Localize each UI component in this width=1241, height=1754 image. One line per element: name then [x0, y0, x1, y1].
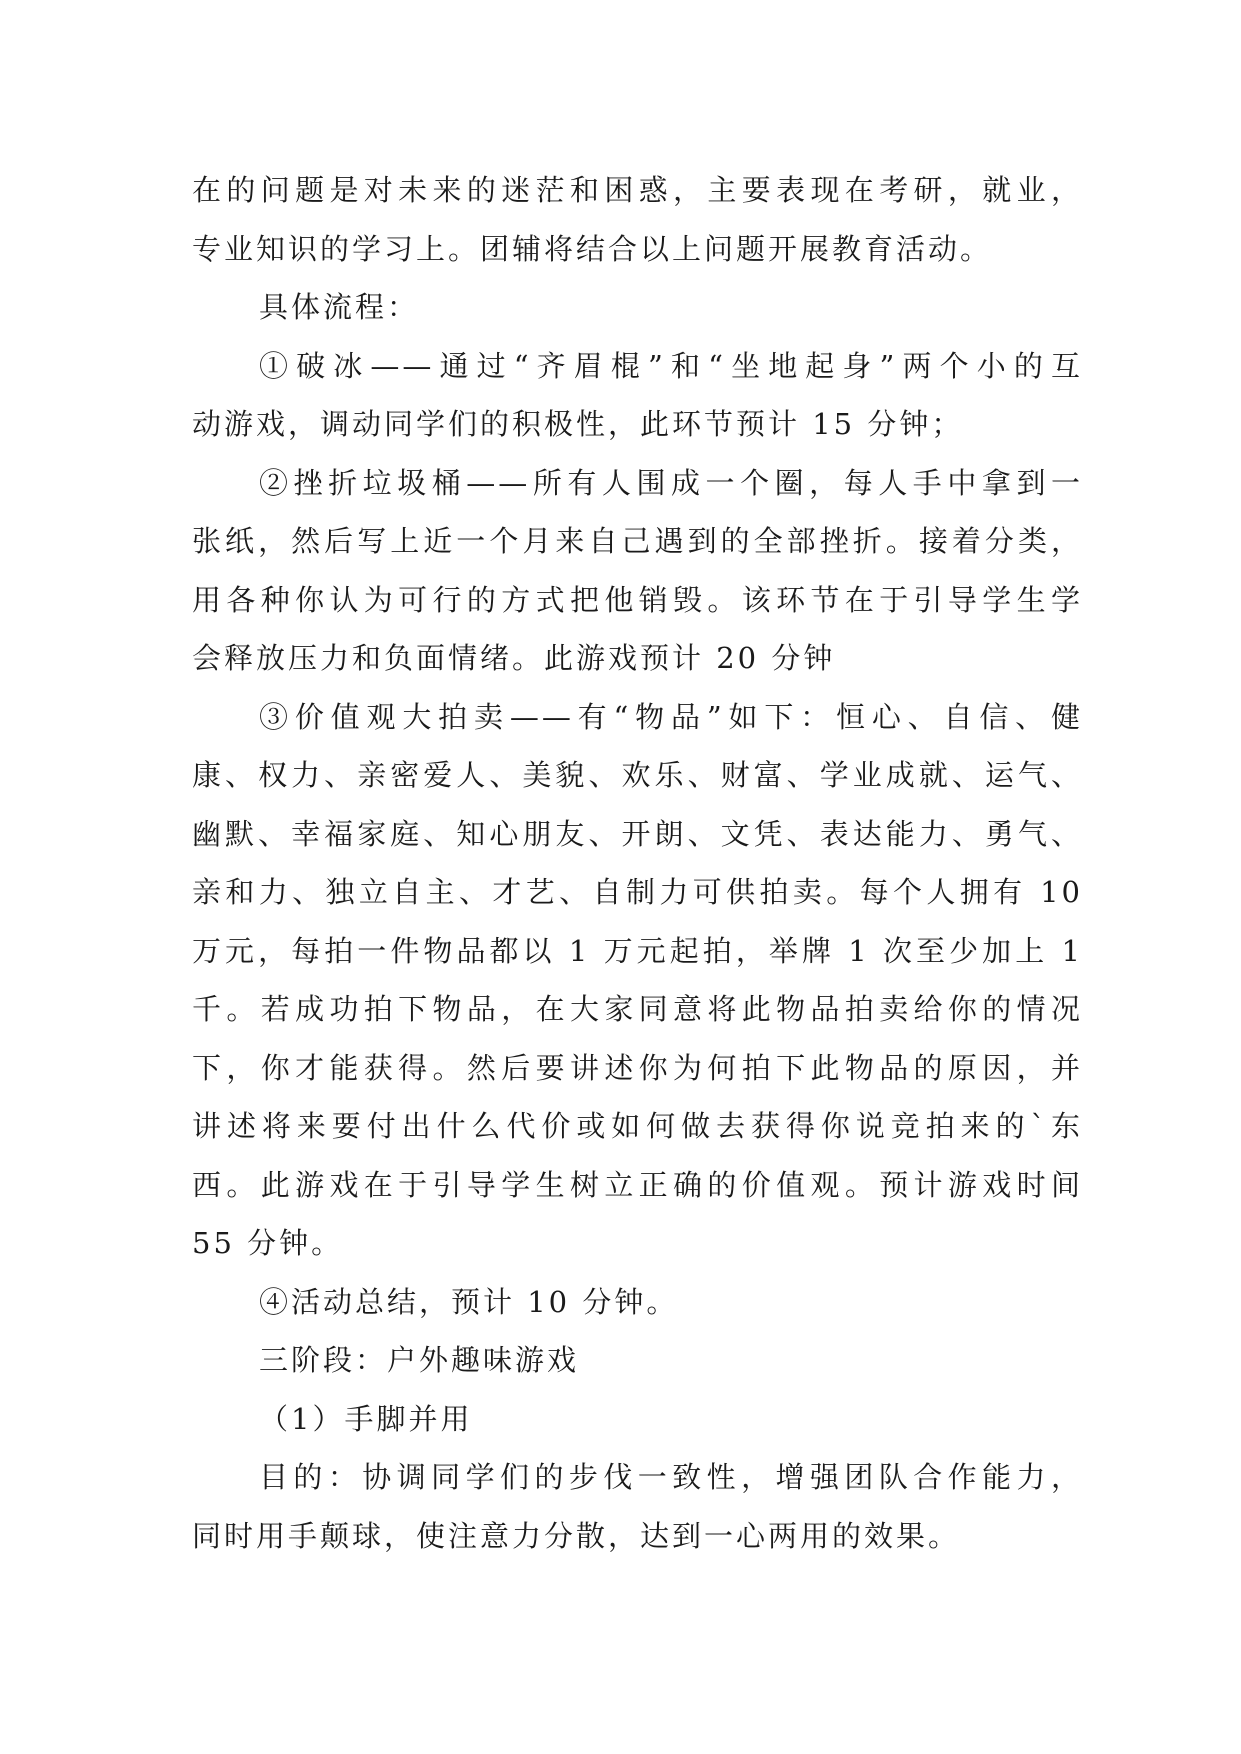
text-line: 下，你才能获得。然后要讲述你为何拍下此物品的原因，并 [192, 1050, 1083, 1085]
text-line: 千。若成功拍下物品，在大家同意将此物品拍卖给你的情况 [192, 992, 1083, 1026]
text-line: 张纸，然后写上近一个月来自己遇到的全部挫折。接着分类， [192, 524, 1083, 558]
paragraph-stage-3-heading [192, 1331, 1083, 1390]
text-line: 专业知识的学习上。团辅将结合以上问题开展教育活动。 [192, 231, 993, 266]
text-line: 西。此游戏在于引导学生树立正确的价值观。预计游戏时间 [192, 1167, 1083, 1202]
text-line: 55 分钟。 [192, 1226, 344, 1260]
text-line: 会释放压力和负面情绪。此游戏预计 20 分钟 [192, 641, 836, 675]
paragraph-step-1 [192, 337, 1083, 454]
text-line: 三阶段：户外趣味游戏 [259, 1343, 580, 1377]
paragraph-problem-summary [192, 161, 1083, 278]
paragraph-step-2 [192, 454, 1083, 688]
text-line: 万元，每拍一件物品都以 1 万元起拍，举牌 1 次至少加上 1 [192, 933, 1083, 968]
text-line: 幽默、幸福家庭、知心朋友、开朗、文凭、表达能力、勇气、 [192, 816, 1083, 851]
text-line: 目的：协调同学们的步伐一致性，增强团队合作能力， [259, 1460, 1083, 1494]
text-line: 在的问题是对未来的迷茫和困惑，主要表现在考研，就业， [192, 173, 1083, 207]
paragraph-process-heading [192, 278, 1083, 337]
document-body [192, 161, 1083, 1565]
text-line: 动游戏，调动同学们的积极性，此环节预计 15 分钟； [192, 407, 964, 441]
text-line: ①破冰——通过“齐眉棍”和“坐地起身”两个小的互 [259, 348, 1083, 383]
text-line: 同时用手颠球，使注意力分散，达到一心两用的效果。 [192, 1518, 961, 1553]
paragraph-step-4 [192, 1273, 1083, 1332]
paragraph-activity-1-purpose [192, 1448, 1083, 1565]
text-line: 用各种你认为可行的方式把他销毁。该环节在于引导学生学 [192, 582, 1083, 617]
text-line: 讲述将来要付出什么代价或如何做去获得你说竞拍来的`东 [192, 1109, 1083, 1143]
text-line: 亲和力、独立自主、才艺、自制力可供拍卖。每个人拥有 10 [192, 875, 1083, 909]
text-line: ③价值观大拍卖——有“物品”如下：恒心、自信、健 [259, 699, 1083, 734]
paragraph-step-3 [192, 688, 1083, 1273]
text-line: ④活动总结，预计 10 分钟。 [259, 1284, 679, 1319]
text-line: ②挫折垃圾桶——所有人围成一个圈，每人手中拿到一 [259, 465, 1083, 500]
text-line: 具体流程： [259, 290, 420, 324]
paragraph-activity-1-heading [192, 1390, 1083, 1449]
text-line: （1）手脚并用 [259, 1401, 473, 1436]
text-line: 康、权力、亲密爱人、美貌、欢乐、财富、学业成就、运气、 [192, 758, 1083, 792]
